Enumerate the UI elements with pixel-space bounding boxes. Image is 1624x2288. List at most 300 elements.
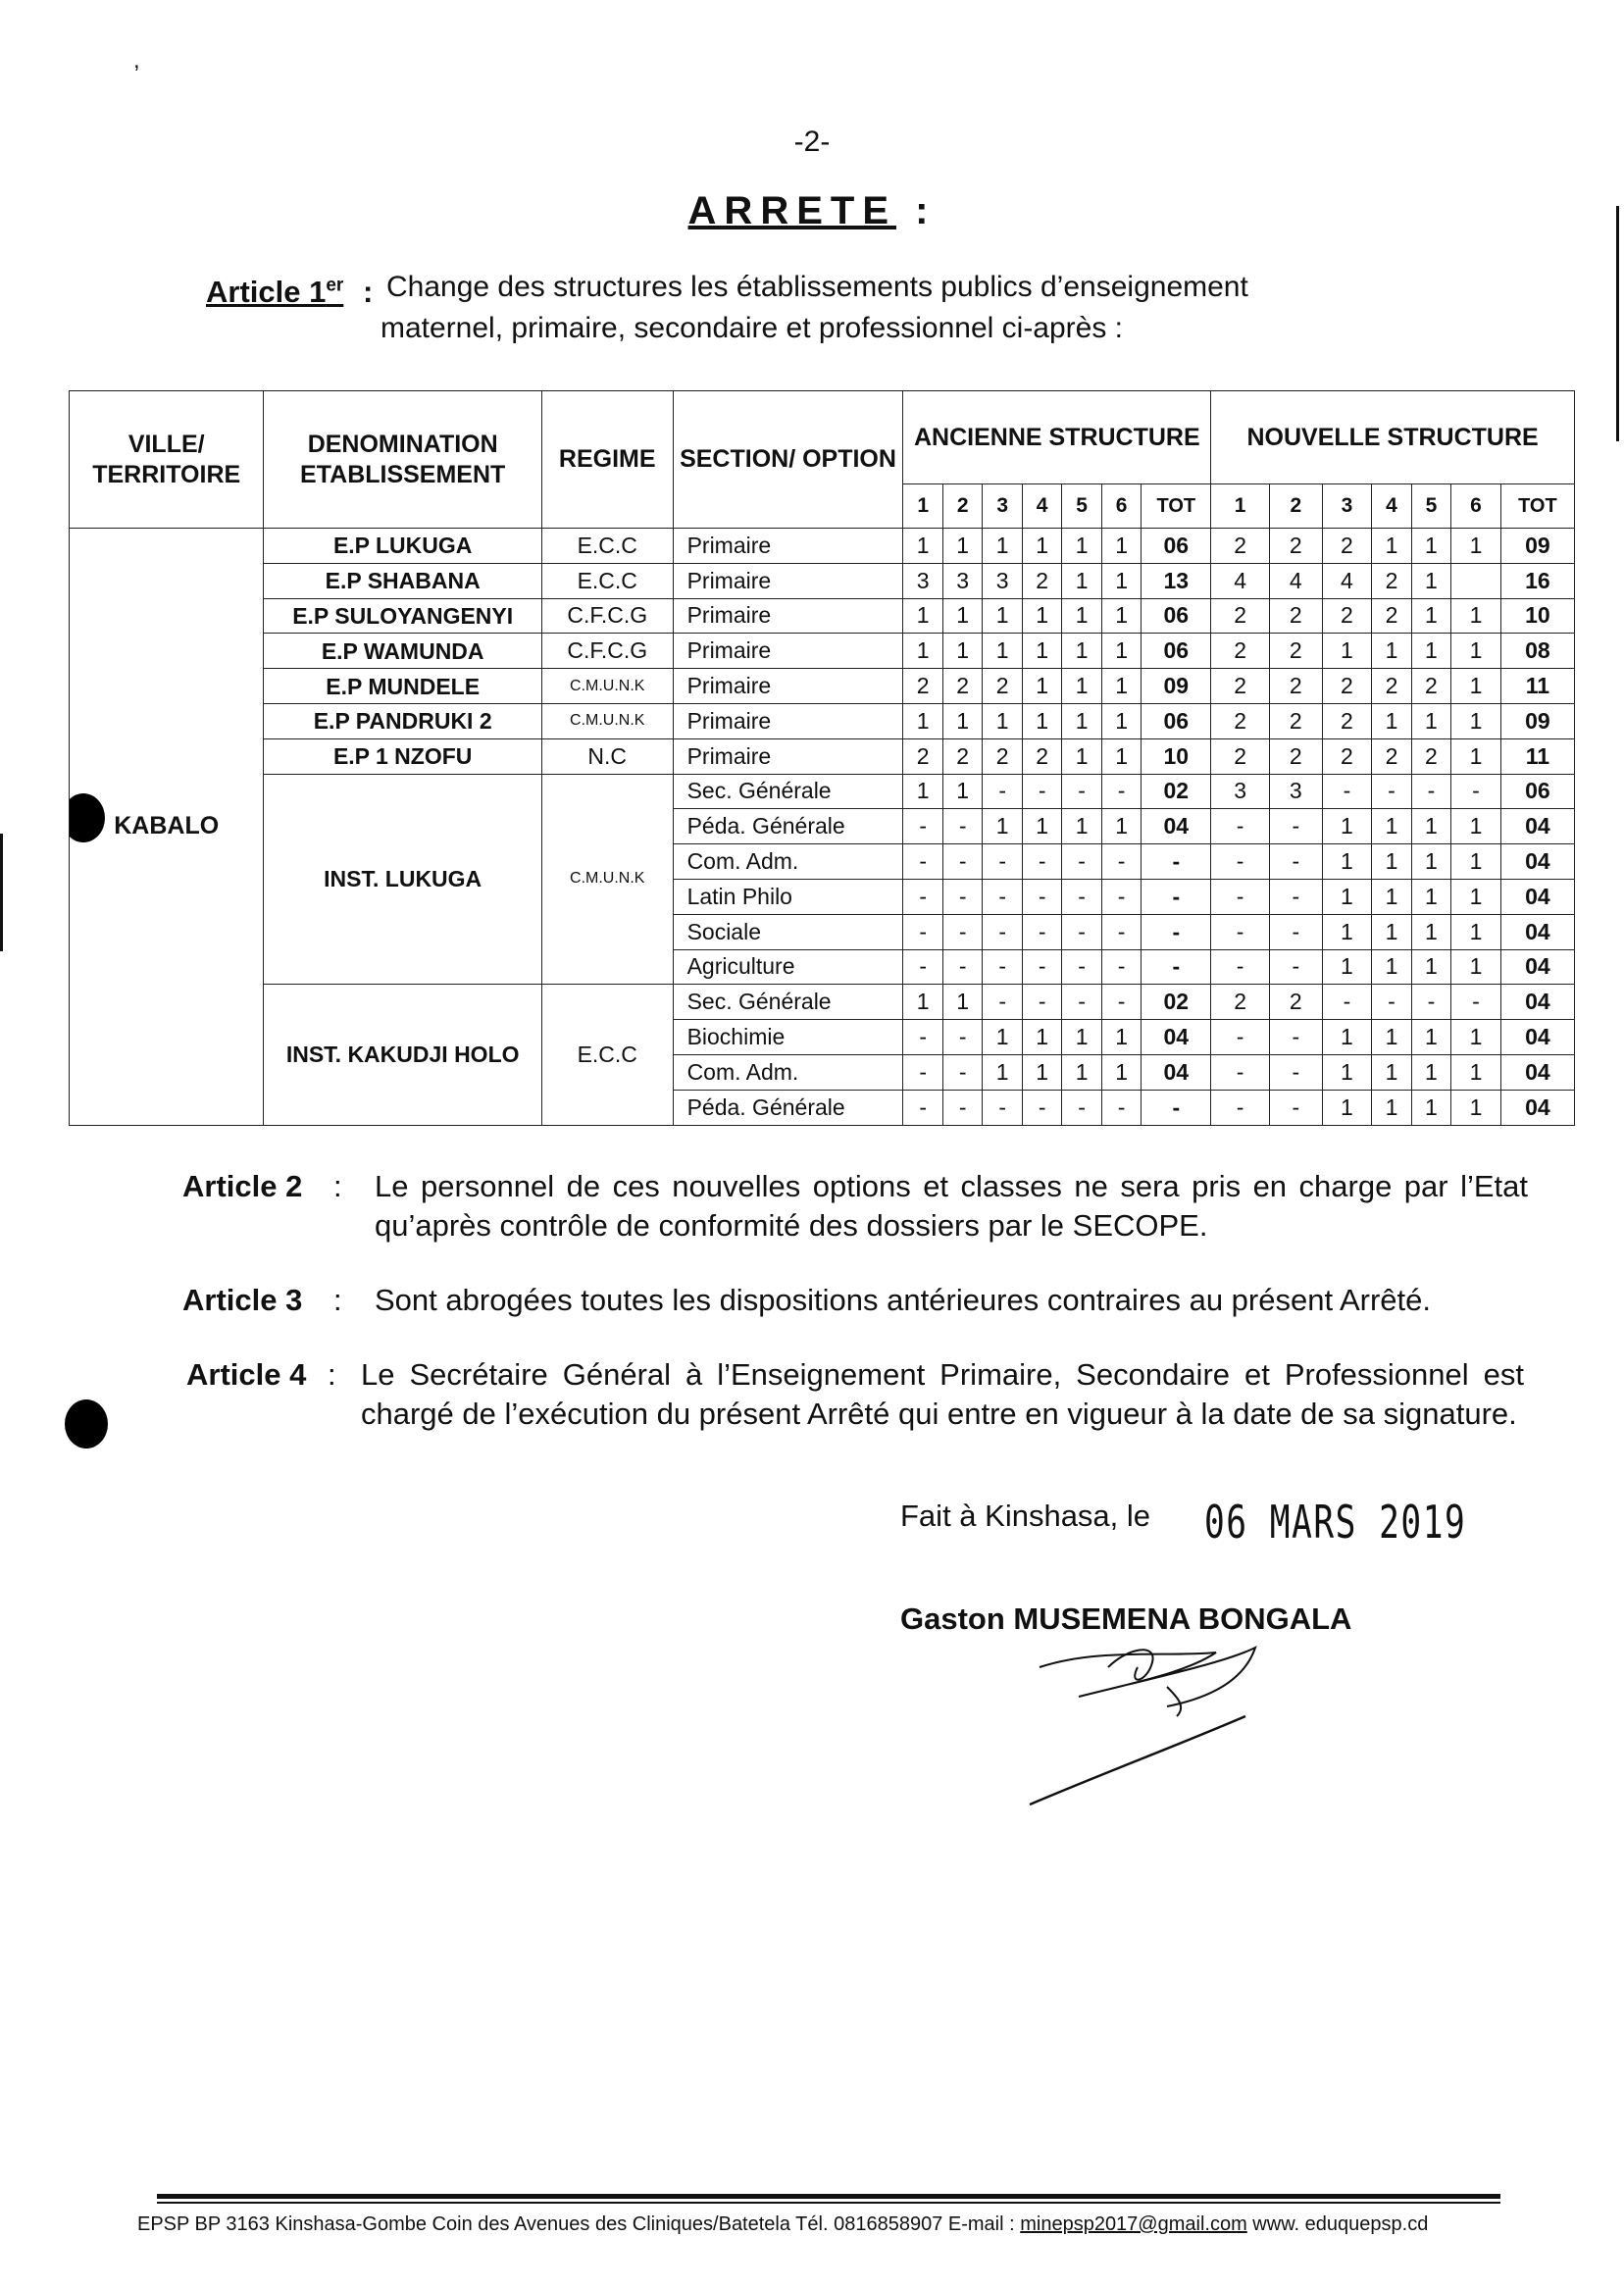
nouvelle-class-1: - xyxy=(1211,879,1270,914)
section-option: Péda. Générale xyxy=(673,809,903,844)
ancienne-total: 04 xyxy=(1142,1054,1211,1090)
ancienne-class-2: - xyxy=(942,1090,982,1125)
article1-sup: er xyxy=(326,275,344,296)
nouvelle-class-3: 2 xyxy=(1322,703,1372,738)
nouvelle-class-4: 1 xyxy=(1372,809,1411,844)
nouvelle-total: 04 xyxy=(1500,1020,1574,1055)
col-header-ancienne-1: 1 xyxy=(903,484,942,529)
ancienne-class-3: 2 xyxy=(983,738,1022,774)
nouvelle-class-1: 3 xyxy=(1211,774,1270,809)
ancienne-class-1: - xyxy=(903,1020,942,1055)
nouvelle-class-5: - xyxy=(1411,985,1450,1020)
ancienne-class-5: - xyxy=(1062,879,1101,914)
section-option: Sec. Générale xyxy=(673,985,903,1020)
nouvelle-class-5: 1 xyxy=(1411,703,1450,738)
section-option: Primaire xyxy=(673,703,903,738)
school-name: E.P PANDRUKI 2 xyxy=(264,703,541,738)
nouvelle-class-6: - xyxy=(1451,774,1501,809)
nouvelle-total: 16 xyxy=(1500,563,1574,598)
ancienne-total: 04 xyxy=(1142,1020,1211,1055)
section-option: Biochimie xyxy=(673,1020,903,1055)
nouvelle-total: 09 xyxy=(1500,703,1574,738)
nouvelle-total: 04 xyxy=(1500,809,1574,844)
ancienne-class-2: 2 xyxy=(942,669,982,704)
nouvelle-total: 04 xyxy=(1500,914,1574,949)
nouvelle-class-2: - xyxy=(1269,809,1322,844)
decree-heading-text: ARRETE xyxy=(687,189,896,232)
ancienne-class-5: - xyxy=(1062,774,1101,809)
scan-edge-mark xyxy=(1616,206,1619,441)
nouvelle-class-3: 1 xyxy=(1322,1054,1372,1090)
ancienne-class-3: - xyxy=(983,985,1022,1020)
nouvelle-class-3: 1 xyxy=(1322,1090,1372,1125)
ancienne-class-1: 1 xyxy=(903,529,942,564)
table-row xyxy=(70,703,1575,738)
nouvelle-class-3: 4 xyxy=(1322,563,1372,598)
nouvelle-class-5: 1 xyxy=(1411,563,1450,598)
school-regime: C.M.U.N.K xyxy=(541,774,673,985)
header-nouvelle-structure: NOUVELLE STRUCTURE xyxy=(1211,391,1575,484)
ancienne-class-2: - xyxy=(942,879,982,914)
nouvelle-class-2: 2 xyxy=(1269,703,1322,738)
col-header-ancienne-7: TOT xyxy=(1142,484,1211,529)
ancienne-class-3: 3 xyxy=(983,563,1022,598)
ancienne-total: 10 xyxy=(1142,738,1211,774)
ancienne-class-6: 1 xyxy=(1101,598,1141,634)
school-name: E.P SHABANA xyxy=(264,563,541,598)
table-row xyxy=(70,774,1575,809)
nouvelle-class-5: 1 xyxy=(1411,844,1450,880)
ancienne-class-3: - xyxy=(983,774,1022,809)
nouvelle-class-4: 1 xyxy=(1372,879,1411,914)
ancienne-class-3: - xyxy=(983,949,1022,985)
nouvelle-class-1: 2 xyxy=(1211,529,1270,564)
ancienne-class-6: - xyxy=(1101,844,1141,880)
school-regime: C.M.U.N.K xyxy=(541,669,673,704)
ancienne-total: 13 xyxy=(1142,563,1211,598)
ancienne-class-1: 1 xyxy=(903,774,942,809)
ancienne-total: 02 xyxy=(1142,985,1211,1020)
page-number: -2- xyxy=(793,126,831,158)
ancienne-class-6: 1 xyxy=(1101,1020,1141,1055)
ancienne-total: - xyxy=(1142,914,1211,949)
nouvelle-class-4: 1 xyxy=(1372,1020,1411,1055)
col-header-nouvelle-5: 5 xyxy=(1411,484,1450,529)
article3-label xyxy=(182,1283,302,1318)
ancienne-class-3: 1 xyxy=(983,809,1022,844)
table-row xyxy=(70,738,1575,774)
decree-heading-colon: : xyxy=(915,189,937,232)
nouvelle-class-3: 1 xyxy=(1322,879,1372,914)
ancienne-class-2: - xyxy=(942,844,982,880)
nouvelle-class-6: 1 xyxy=(1451,844,1501,880)
school-name: INST. KAKUDJI HOLO xyxy=(264,985,541,1125)
nouvelle-class-5: 1 xyxy=(1411,598,1450,634)
article4-colon: : xyxy=(328,1357,336,1392)
footer-web[interactable]: www. eduquepsp.cd xyxy=(1246,2213,1429,2235)
ancienne-class-1: - xyxy=(903,914,942,949)
ancienne-class-2: 3 xyxy=(942,563,982,598)
school-regime: C.F.C.G xyxy=(541,598,673,634)
nouvelle-class-1: - xyxy=(1211,1090,1270,1125)
nouvelle-class-2: 2 xyxy=(1269,738,1322,774)
ancienne-class-5: 1 xyxy=(1062,738,1101,774)
nouvelle-class-6: 1 xyxy=(1451,809,1501,844)
table-row xyxy=(70,529,1575,564)
ancienne-class-3: 1 xyxy=(983,1020,1022,1055)
ville-name: KABALO xyxy=(114,812,220,840)
nouvelle-total: 10 xyxy=(1500,598,1574,634)
ancienne-class-4: 1 xyxy=(1022,634,1061,669)
ancienne-class-5: - xyxy=(1062,1090,1101,1125)
ancienne-class-3: - xyxy=(983,844,1022,880)
ancienne-class-2: - xyxy=(942,1020,982,1055)
ancienne-class-4: 1 xyxy=(1022,1020,1061,1055)
ancienne-class-2: - xyxy=(942,949,982,985)
article4-label-text: Article 4 xyxy=(186,1357,307,1392)
col-header-ancienne-4: 4 xyxy=(1022,484,1061,529)
ancienne-class-6: 1 xyxy=(1101,738,1141,774)
nouvelle-class-5: 1 xyxy=(1411,1090,1450,1125)
nouvelle-class-2: 4 xyxy=(1269,563,1322,598)
nouvelle-class-6: 1 xyxy=(1451,634,1501,669)
ancienne-class-5: 1 xyxy=(1062,634,1101,669)
article2-colon: : xyxy=(333,1169,342,1203)
ancienne-class-3: 1 xyxy=(983,634,1022,669)
nouvelle-class-6: 1 xyxy=(1451,669,1501,704)
nouvelle-class-2: - xyxy=(1269,1054,1322,1090)
article1-label xyxy=(206,275,343,310)
nouvelle-total: 09 xyxy=(1500,529,1574,564)
header-ancienne-structure: ANCIENNE STRUCTURE xyxy=(903,391,1211,484)
ancienne-class-4: 1 xyxy=(1022,529,1061,564)
ancienne-class-1: 1 xyxy=(903,985,942,1020)
ancienne-class-4: - xyxy=(1022,949,1061,985)
ancienne-total: 06 xyxy=(1142,529,1211,564)
nouvelle-class-4: 1 xyxy=(1372,529,1411,564)
ancienne-class-1: - xyxy=(903,879,942,914)
col-header-ancienne-3: 3 xyxy=(983,484,1022,529)
nouvelle-class-5: 1 xyxy=(1411,634,1450,669)
nouvelle-class-6: 1 xyxy=(1451,703,1501,738)
ancienne-class-5: 1 xyxy=(1062,1054,1101,1090)
ancienne-class-1: 2 xyxy=(903,738,942,774)
ancienne-class-5: - xyxy=(1062,914,1101,949)
nouvelle-class-1: 2 xyxy=(1211,703,1270,738)
nouvelle-class-4: 2 xyxy=(1372,738,1411,774)
ancienne-class-6: 1 xyxy=(1101,809,1141,844)
nouvelle-class-4: 1 xyxy=(1372,844,1411,880)
nouvelle-class-6: 1 xyxy=(1451,1020,1501,1055)
col-header-ancienne-5: 5 xyxy=(1062,484,1101,529)
nouvelle-total: 06 xyxy=(1500,774,1574,809)
nouvelle-class-3: 1 xyxy=(1322,1020,1372,1055)
article2-label-text: Article 2 xyxy=(182,1169,303,1203)
nouvelle-class-6: 1 xyxy=(1451,879,1501,914)
nouvelle-class-4: 1 xyxy=(1372,1054,1411,1090)
nouvelle-class-4: 1 xyxy=(1372,1090,1411,1125)
header-ville: VILLE/ TERRITOIRE xyxy=(70,391,264,529)
signatory-name: Gaston MUSEMENA BONGALA xyxy=(900,1602,1352,1636)
ancienne-class-4: 1 xyxy=(1022,598,1061,634)
nouvelle-class-3: 1 xyxy=(1322,949,1372,985)
ancienne-class-6: 1 xyxy=(1101,634,1141,669)
article1-line1: Change des structures les établissements publics d’enseignement xyxy=(386,271,1248,303)
nouvelle-class-3: 2 xyxy=(1322,738,1372,774)
nouvelle-class-5: 1 xyxy=(1411,949,1450,985)
nouvelle-class-6: - xyxy=(1451,985,1501,1020)
header-section: SECTION/ OPTION xyxy=(673,391,903,529)
table-row xyxy=(70,669,1575,704)
section-option: Primaire xyxy=(673,669,903,704)
school-regime: N.C xyxy=(541,738,673,774)
school-name: E.P WAMUNDA xyxy=(264,634,541,669)
ancienne-class-5: 1 xyxy=(1062,598,1101,634)
nouvelle-class-1: - xyxy=(1211,1020,1270,1055)
ancienne-class-4: 2 xyxy=(1022,563,1061,598)
ancienne-total: 06 xyxy=(1142,598,1211,634)
ancienne-class-1: 3 xyxy=(903,563,942,598)
ancienne-class-6: - xyxy=(1101,1090,1141,1125)
ancienne-class-3: 2 xyxy=(983,669,1022,704)
nouvelle-class-6: 1 xyxy=(1451,738,1501,774)
nouvelle-class-1: 2 xyxy=(1211,598,1270,634)
nouvelle-total: 04 xyxy=(1500,1090,1574,1125)
school-name: E.P SULOYANGENYI xyxy=(264,598,541,634)
ancienne-class-4: 1 xyxy=(1022,703,1061,738)
nouvelle-class-5: 2 xyxy=(1411,738,1450,774)
article2-text: Le personnel de ces nouvelles options et classes ne sera pris en charge par l’Etat qu’après contrôle de conformité des dossiers par le SECOPE. xyxy=(375,1169,1528,1243)
ancienne-class-4: - xyxy=(1022,985,1061,1020)
nouvelle-class-4: 1 xyxy=(1372,914,1411,949)
col-header-nouvelle-3: 3 xyxy=(1322,484,1372,529)
nouvelle-class-5: 1 xyxy=(1411,879,1450,914)
nouvelle-class-5: - xyxy=(1411,774,1450,809)
ancienne-total: - xyxy=(1142,879,1211,914)
nouvelle-class-4: - xyxy=(1372,774,1411,809)
nouvelle-class-6: 1 xyxy=(1451,914,1501,949)
ancienne-class-3: 1 xyxy=(983,598,1022,634)
nouvelle-class-4: 2 xyxy=(1372,563,1411,598)
ancienne-class-5: 1 xyxy=(1062,703,1101,738)
ancienne-class-1: - xyxy=(903,1090,942,1125)
ancienne-class-4: - xyxy=(1022,774,1061,809)
nouvelle-class-2: - xyxy=(1269,1020,1322,1055)
nouvelle-class-1: 2 xyxy=(1211,738,1270,774)
nouvelle-total: 04 xyxy=(1500,1054,1574,1090)
nouvelle-class-2: 2 xyxy=(1269,598,1322,634)
ancienne-class-5: 1 xyxy=(1062,563,1101,598)
nouvelle-class-5: 1 xyxy=(1411,914,1450,949)
footer-rule-thick xyxy=(157,2194,1500,2199)
nouvelle-total: 04 xyxy=(1500,949,1574,985)
nouvelle-class-6: 1 xyxy=(1451,529,1501,564)
ancienne-class-2: 2 xyxy=(942,738,982,774)
nouvelle-class-2: - xyxy=(1269,1090,1322,1125)
school-name: INST. LUKUGA xyxy=(264,774,541,985)
margin-bullet xyxy=(65,1399,108,1449)
section-option: Péda. Générale xyxy=(673,1090,903,1125)
ancienne-class-4: 1 xyxy=(1022,809,1061,844)
article1-label-text: Article 1 xyxy=(206,275,327,309)
ancienne-class-2: - xyxy=(942,809,982,844)
section-option: Primaire xyxy=(673,738,903,774)
ancienne-class-5: - xyxy=(1062,949,1101,985)
nouvelle-total: 04 xyxy=(1500,985,1574,1020)
school-regime: E.C.C xyxy=(541,985,673,1125)
decree-heading xyxy=(0,189,1624,233)
ancienne-class-5: - xyxy=(1062,844,1101,880)
nouvelle-class-3: 1 xyxy=(1322,914,1372,949)
section-option: Primaire xyxy=(673,634,903,669)
nouvelle-class-5: 1 xyxy=(1411,529,1450,564)
corner-mark: , xyxy=(133,47,140,74)
nouvelle-class-6 xyxy=(1451,563,1501,598)
school-regime: C.M.U.N.K xyxy=(541,703,673,738)
table-row xyxy=(70,598,1575,634)
fait-a-kinshasa: Fait à Kinshasa, le xyxy=(900,1499,1151,1533)
signature-graphic xyxy=(1020,1638,1373,1834)
nouvelle-class-2: 2 xyxy=(1269,669,1322,704)
ancienne-class-5: 1 xyxy=(1062,809,1101,844)
col-header-nouvelle-6: 6 xyxy=(1451,484,1501,529)
ancienne-class-5: 1 xyxy=(1062,669,1101,704)
ancienne-class-6: - xyxy=(1101,774,1141,809)
ancienne-total: 09 xyxy=(1142,669,1211,704)
ancienne-class-6: - xyxy=(1101,949,1141,985)
col-header-nouvelle-7: TOT xyxy=(1500,484,1574,529)
col-header-nouvelle-2: 2 xyxy=(1269,484,1322,529)
ancienne-class-1: - xyxy=(903,844,942,880)
nouvelle-class-2: 2 xyxy=(1269,634,1322,669)
ancienne-class-1: - xyxy=(903,949,942,985)
nouvelle-class-1: - xyxy=(1211,914,1270,949)
nouvelle-class-2: - xyxy=(1269,949,1322,985)
article4-text: Le Secrétaire Général à l’Enseignement Primaire, Secondaire et Professionnel est chargé de l’exécution du présent Arrêté qui entre en vigueur à la date de sa signature. xyxy=(361,1357,1524,1431)
ville-cell xyxy=(70,529,264,1126)
nouvelle-class-1: - xyxy=(1211,949,1270,985)
school-regime: E.C.C xyxy=(541,529,673,564)
nouvelle-class-1: - xyxy=(1211,1054,1270,1090)
ancienne-class-2: 1 xyxy=(942,774,982,809)
ancienne-class-3: 1 xyxy=(983,529,1022,564)
section-option: Primaire xyxy=(673,598,903,634)
nouvelle-class-3: - xyxy=(1322,774,1372,809)
ancienne-class-2: 1 xyxy=(942,529,982,564)
nouvelle-class-3: 2 xyxy=(1322,598,1372,634)
footer xyxy=(137,2213,1428,2236)
header-regime: REGIME xyxy=(541,391,673,529)
ancienne-class-1: 1 xyxy=(903,598,942,634)
ancienne-class-5: - xyxy=(1062,985,1101,1020)
nouvelle-class-3: 1 xyxy=(1322,844,1372,880)
ancienne-total: 06 xyxy=(1142,634,1211,669)
school-name: E.P LUKUGA xyxy=(264,529,541,564)
nouvelle-class-4: 1 xyxy=(1372,634,1411,669)
ancienne-total: 04 xyxy=(1142,809,1211,844)
nouvelle-class-3: 2 xyxy=(1322,529,1372,564)
table-row xyxy=(70,634,1575,669)
header-denomination: DENOMINATION ETABLISSEMENT xyxy=(264,391,541,529)
section-option: Latin Philo xyxy=(673,879,903,914)
ancienne-class-6: 1 xyxy=(1101,563,1141,598)
ancienne-class-4: - xyxy=(1022,844,1061,880)
nouvelle-class-3: 2 xyxy=(1322,669,1372,704)
ancienne-class-2: 1 xyxy=(942,634,982,669)
nouvelle-class-1: 2 xyxy=(1211,634,1270,669)
section-option: Primaire xyxy=(673,563,903,598)
ancienne-class-5: 1 xyxy=(1062,1020,1101,1055)
article2-label xyxy=(182,1169,302,1204)
ancienne-class-5: 1 xyxy=(1062,529,1101,564)
ancienne-class-2: 1 xyxy=(942,985,982,1020)
nouvelle-class-6: 1 xyxy=(1451,1090,1501,1125)
section-option: Primaire xyxy=(673,529,903,564)
col-header-nouvelle-1: 1 xyxy=(1211,484,1270,529)
nouvelle-class-1: 4 xyxy=(1211,563,1270,598)
article3-label-text: Article 3 xyxy=(182,1283,303,1317)
table-row xyxy=(70,563,1575,598)
school-regime: C.F.C.G xyxy=(541,634,673,669)
table-row xyxy=(70,985,1575,1020)
ancienne-class-6: 1 xyxy=(1101,529,1141,564)
nouvelle-class-5: 1 xyxy=(1411,1020,1450,1055)
nouvelle-class-1: 2 xyxy=(1211,669,1270,704)
ancienne-class-4: 1 xyxy=(1022,1054,1061,1090)
nouvelle-class-4: 1 xyxy=(1372,703,1411,738)
ancienne-class-2: - xyxy=(942,1054,982,1090)
date-stamp: 06 MARS 2019 xyxy=(1204,1496,1467,1549)
ancienne-class-4: - xyxy=(1022,914,1061,949)
ancienne-class-6: 1 xyxy=(1101,1054,1141,1090)
article3-colon: : xyxy=(333,1283,342,1317)
ancienne-class-4: 1 xyxy=(1022,669,1061,704)
section-option: Agriculture xyxy=(673,949,903,985)
nouvelle-class-2: - xyxy=(1269,914,1322,949)
nouvelle-class-6: 1 xyxy=(1451,1054,1501,1090)
ancienne-class-6: - xyxy=(1101,985,1141,1020)
nouvelle-total: 04 xyxy=(1500,879,1574,914)
nouvelle-class-2: - xyxy=(1269,879,1322,914)
nouvelle-class-5: 2 xyxy=(1411,669,1450,704)
nouvelle-class-2: - xyxy=(1269,844,1322,880)
ancienne-total: 06 xyxy=(1142,703,1211,738)
nouvelle-class-4: 1 xyxy=(1372,949,1411,985)
section-option: Com. Adm. xyxy=(673,1054,903,1090)
structure-table xyxy=(69,390,1575,1126)
nouvelle-class-4: 2 xyxy=(1372,669,1411,704)
ancienne-class-1: - xyxy=(903,809,942,844)
ancienne-class-4: - xyxy=(1022,879,1061,914)
nouvelle-total: 04 xyxy=(1500,844,1574,880)
ancienne-total: - xyxy=(1142,949,1211,985)
ancienne-class-3: 1 xyxy=(983,1054,1022,1090)
nouvelle-class-5: 1 xyxy=(1411,809,1450,844)
article1-colon: : xyxy=(363,275,374,309)
ancienne-class-2: - xyxy=(942,914,982,949)
nouvelle-class-6: 1 xyxy=(1451,598,1501,634)
ancienne-class-1: - xyxy=(903,1054,942,1090)
ancienne-total: - xyxy=(1142,1090,1211,1125)
footer-email[interactable]: minepsp2017@gmail.com xyxy=(1020,2213,1247,2235)
ancienne-class-3: - xyxy=(983,914,1022,949)
col-header-ancienne-2: 2 xyxy=(942,484,982,529)
ancienne-class-2: 1 xyxy=(942,598,982,634)
nouvelle-class-1: - xyxy=(1211,844,1270,880)
ancienne-class-1: 1 xyxy=(903,634,942,669)
nouvelle-class-3: - xyxy=(1322,985,1372,1020)
nouvelle-class-3: 1 xyxy=(1322,634,1372,669)
